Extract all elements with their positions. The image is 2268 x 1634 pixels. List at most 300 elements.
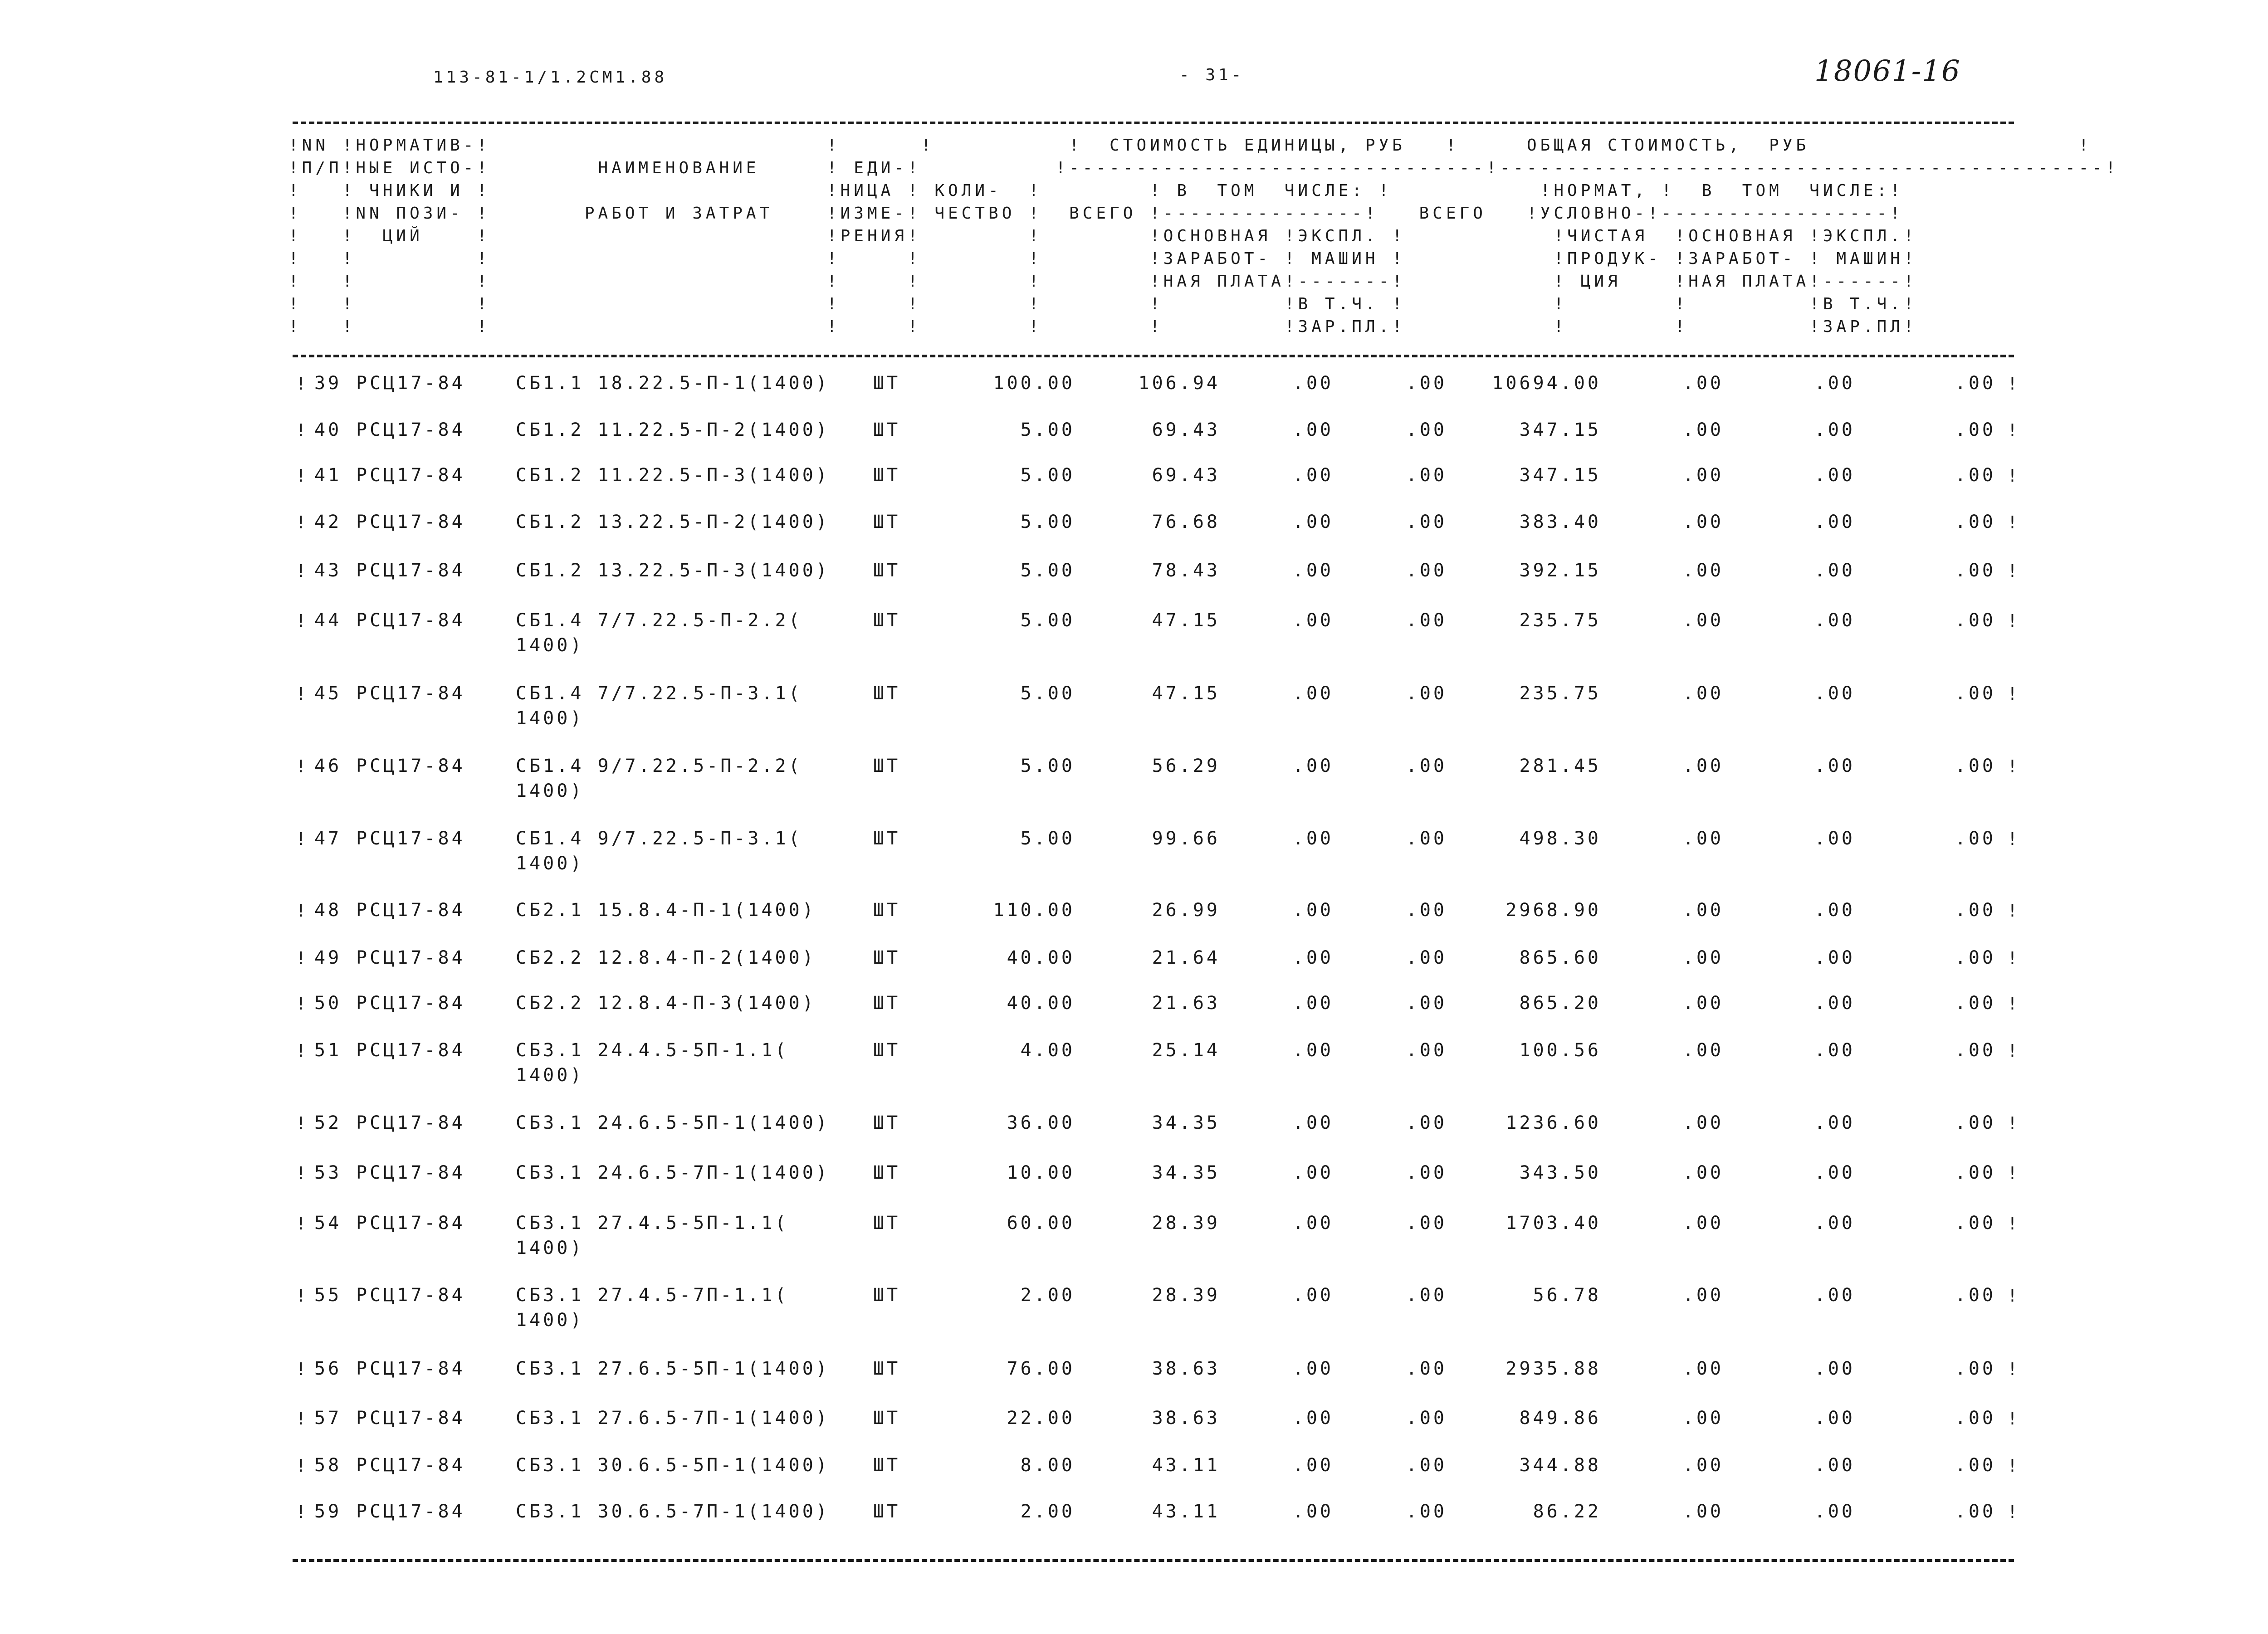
cell-net: .00 xyxy=(1682,1162,1724,1183)
row-border-mark: ! xyxy=(2007,1041,2018,1061)
cell-norm: РСЦ17-84 xyxy=(356,1213,465,1234)
cell-smach: .00 xyxy=(1955,993,1996,1014)
cell-unit: ШТ xyxy=(873,1408,901,1429)
cell-name1: СБ1.2 13.22.5-П-3(1400) xyxy=(516,560,830,581)
cell-mach: .00 xyxy=(1406,993,1447,1014)
cell-norm: РСЦ17-84 xyxy=(356,683,465,704)
cell-total: 28.39 xyxy=(1152,1213,1220,1234)
cell-nn: 50 xyxy=(314,993,342,1014)
row-border-mark: ! xyxy=(296,1286,306,1306)
cell-name1: СБ1.4 9/7.22.5-П-3.1( xyxy=(516,828,802,849)
row-border-mark: ! xyxy=(2007,611,2018,631)
cell-wage: .00 xyxy=(1292,465,1334,486)
row-border-mark: ! xyxy=(296,420,306,440)
cell-smach: .00 xyxy=(1955,947,1996,968)
row-border-mark: ! xyxy=(2007,1286,2018,1306)
row-border-mark: ! xyxy=(296,994,306,1014)
cell-norm: РСЦ17-84 xyxy=(356,900,465,921)
cell-mach: .00 xyxy=(1406,560,1447,581)
cell-qty: 5.00 xyxy=(1020,560,1075,581)
cell-unit: ШТ xyxy=(873,1358,901,1379)
row-border-mark: ! xyxy=(296,512,306,532)
cell-smach: .00 xyxy=(1955,1501,1996,1522)
handwritten-number: 18061-16 xyxy=(1814,54,1961,88)
cell-sum: 392.15 xyxy=(1519,560,1601,581)
cell-unit: ШТ xyxy=(873,512,901,532)
cell-sum: 56.78 xyxy=(1533,1285,1601,1306)
cell-smach: .00 xyxy=(1955,1358,1996,1379)
row-border-mark: ! xyxy=(296,1214,306,1234)
cell-wage: .00 xyxy=(1292,1501,1334,1522)
cell-total: 38.63 xyxy=(1152,1358,1220,1379)
cell-smach: .00 xyxy=(1955,1408,1996,1429)
cell-qty: 100.00 xyxy=(993,373,1075,394)
cell-sum: 343.50 xyxy=(1519,1162,1601,1183)
cell-unit: ШТ xyxy=(873,993,901,1014)
cell-nn: 39 xyxy=(314,373,342,394)
cell-net: .00 xyxy=(1682,1112,1724,1133)
row-border-mark: ! xyxy=(2007,1113,2018,1133)
row-border-mark: ! xyxy=(296,948,306,968)
cell-net: .00 xyxy=(1682,1501,1724,1522)
row-border-mark: ! xyxy=(296,901,306,921)
cell-total: 34.35 xyxy=(1152,1162,1220,1183)
cell-name1: СБ2.2 12.8.4-П-3(1400) xyxy=(516,993,816,1014)
cell-net: .00 xyxy=(1682,1285,1724,1306)
cell-wage: .00 xyxy=(1292,1112,1334,1133)
cell-nn: 42 xyxy=(314,512,342,532)
cell-sum: 10694.00 xyxy=(1492,373,1601,394)
table-top-rule xyxy=(293,122,2014,124)
cell-norm: РСЦ17-84 xyxy=(356,373,465,394)
row-border-mark: ! xyxy=(2007,1359,2018,1379)
cell-qty: 10.00 xyxy=(1007,1162,1075,1183)
cell-qty: 4.00 xyxy=(1020,1040,1075,1061)
cell-wage: .00 xyxy=(1292,1040,1334,1061)
cell-net: .00 xyxy=(1682,419,1724,440)
cell-wage: .00 xyxy=(1292,373,1334,394)
cell-norm: РСЦ17-84 xyxy=(356,1501,465,1522)
cell-mach: .00 xyxy=(1406,683,1447,704)
cell-name1: СБ1.2 11.22.5-П-3(1400) xyxy=(516,465,830,486)
row-border-mark: ! xyxy=(296,1502,306,1522)
cell-swage: .00 xyxy=(1814,1040,1855,1061)
cell-name1: СБ3.1 24.4.5-5П-1.1( xyxy=(516,1040,789,1061)
row-border-mark: ! xyxy=(2007,756,2018,776)
cell-norm: РСЦ17-84 xyxy=(356,1408,465,1429)
cell-name1: СБ3.1 27.6.5-7П-1(1400) xyxy=(516,1408,830,1429)
row-border-mark: ! xyxy=(2007,948,2018,968)
cell-qty: 40.00 xyxy=(1007,993,1075,1014)
cell-sum: 344.88 xyxy=(1519,1455,1601,1476)
cell-name-continued: 1400) xyxy=(516,1238,584,1258)
cell-name1: СБ3.1 24.6.5-5П-1(1400) xyxy=(516,1112,830,1133)
cell-smach: .00 xyxy=(1955,756,1996,776)
cell-total: 38.63 xyxy=(1152,1408,1220,1429)
cell-nn: 49 xyxy=(314,947,342,968)
cell-smach: .00 xyxy=(1955,610,1996,631)
cell-name-continued: 1400) xyxy=(516,780,584,801)
row-border-mark: ! xyxy=(296,684,306,704)
cell-name1: СБ3.1 27.4.5-5П-1.1( xyxy=(516,1213,789,1234)
cell-total: 25.14 xyxy=(1152,1040,1220,1061)
cell-qty: 2.00 xyxy=(1020,1501,1075,1522)
cell-smach: .00 xyxy=(1955,465,1996,486)
cell-wage: .00 xyxy=(1292,1455,1334,1476)
cell-mach: .00 xyxy=(1406,465,1447,486)
cell-net: .00 xyxy=(1682,1040,1724,1061)
row-border-mark: ! xyxy=(296,829,306,849)
cell-qty: 5.00 xyxy=(1020,828,1075,849)
cell-nn: 53 xyxy=(314,1162,342,1183)
cell-name1: СБ2.1 15.8.4-П-1(1400) xyxy=(516,900,816,921)
cell-qty: 110.00 xyxy=(993,900,1075,921)
row-border-mark: ! xyxy=(2007,420,2018,440)
header-line: !П/П!НЫЕ ИСТО-! НАИМЕНОВАНИЕ ! ЕДИ-! !-------------------------------!---------------------------------------------! xyxy=(288,159,2119,177)
cell-wage: .00 xyxy=(1292,419,1334,440)
cell-wage: .00 xyxy=(1292,1162,1334,1183)
cell-nn: 47 xyxy=(314,828,342,849)
row-border-mark: ! xyxy=(2007,512,2018,532)
row-border-mark: ! xyxy=(2007,1214,2018,1234)
cell-swage: .00 xyxy=(1814,1213,1855,1234)
cell-smach: .00 xyxy=(1955,512,1996,532)
cell-qty: 36.00 xyxy=(1007,1112,1075,1133)
cell-mach: .00 xyxy=(1406,1213,1447,1234)
header-line: ! ! ЧНИКИ И ! !НИЦА ! КОЛИ- ! ! В ТОМ ЧИСЛЕ: ! !НОРМАТ, ! В ТОМ ЧИСЛЕ:! xyxy=(288,181,1904,200)
cell-qty: 5.00 xyxy=(1020,610,1075,631)
cell-swage: .00 xyxy=(1814,1455,1855,1476)
cell-smach: .00 xyxy=(1955,373,1996,394)
cell-total: 21.64 xyxy=(1152,947,1220,968)
row-border-mark: ! xyxy=(296,1041,306,1061)
header-bottom-rule xyxy=(293,355,2014,357)
cell-mach: .00 xyxy=(1406,373,1447,394)
cell-mach: .00 xyxy=(1406,1040,1447,1061)
cell-wage: .00 xyxy=(1292,1213,1334,1234)
row-border-mark: ! xyxy=(296,611,306,631)
row-border-mark: ! xyxy=(296,1113,306,1133)
row-border-mark: ! xyxy=(2007,684,2018,704)
cell-qty: 5.00 xyxy=(1020,512,1075,532)
cell-mach: .00 xyxy=(1406,756,1447,776)
row-border-mark: ! xyxy=(296,374,306,394)
cell-wage: .00 xyxy=(1292,1358,1334,1379)
cell-name-continued: 1400) xyxy=(516,708,584,729)
cell-norm: РСЦ17-84 xyxy=(356,419,465,440)
cell-norm: РСЦ17-84 xyxy=(356,610,465,631)
cell-mach: .00 xyxy=(1406,1455,1447,1476)
cell-swage: .00 xyxy=(1814,512,1855,532)
cell-smach: .00 xyxy=(1955,1285,1996,1306)
header-line: ! ! ! ! ! ! !ЗАРАБОТ- ! МАШИН ! !ПРОДУК- !ЗАРАБОТ- ! МАШИН! xyxy=(288,249,1917,268)
cell-norm: РСЦ17-84 xyxy=(356,512,465,532)
cell-total: 43.11 xyxy=(1152,1501,1220,1522)
cell-sum: 1236.60 xyxy=(1505,1112,1601,1133)
cell-total: 106.94 xyxy=(1138,373,1220,394)
cell-total: 21.63 xyxy=(1152,993,1220,1014)
cell-qty: 2.00 xyxy=(1020,1285,1075,1306)
cell-qty: 5.00 xyxy=(1020,683,1075,704)
doc-code: 113-81-1/1.2СМ1.88 xyxy=(433,68,668,87)
cell-mach: .00 xyxy=(1406,419,1447,440)
header-line: !NN !НОРМАТИВ-! ! ! ! СТОИМОСТЬ ЕДИНИЦЫ, РУБ ! ОБЩАЯ СТОИМОСТЬ, РУБ ! xyxy=(288,136,2092,155)
cell-wage: .00 xyxy=(1292,993,1334,1014)
cell-smach: .00 xyxy=(1955,560,1996,581)
cell-smach: .00 xyxy=(1955,1162,1996,1183)
cell-unit: ШТ xyxy=(873,900,901,921)
cell-swage: .00 xyxy=(1814,900,1855,921)
cell-total: 47.15 xyxy=(1152,610,1220,631)
row-border-mark: ! xyxy=(2007,1456,2018,1476)
cell-sum: 100.56 xyxy=(1519,1040,1601,1061)
cell-nn: 45 xyxy=(314,683,342,704)
cell-norm: РСЦ17-84 xyxy=(356,560,465,581)
cell-name1: СБ3.1 27.4.5-7П-1.1( xyxy=(516,1285,789,1306)
cell-smach: .00 xyxy=(1955,1455,1996,1476)
cell-total: 47.15 xyxy=(1152,683,1220,704)
row-border-mark: ! xyxy=(2007,374,2018,394)
cell-swage: .00 xyxy=(1814,1162,1855,1183)
cell-sum: 235.75 xyxy=(1519,683,1601,704)
cell-total: 99.66 xyxy=(1152,828,1220,849)
cell-qty: 5.00 xyxy=(1020,756,1075,776)
cell-sum: 347.15 xyxy=(1519,465,1601,486)
cell-net: .00 xyxy=(1682,1408,1724,1429)
cell-sum: 498.30 xyxy=(1519,828,1601,849)
row-border-mark: ! xyxy=(2007,829,2018,849)
cell-name1: СБ3.1 30.6.5-7П-1(1400) xyxy=(516,1501,830,1522)
cell-norm: РСЦ17-84 xyxy=(356,1112,465,1133)
cell-qty: 40.00 xyxy=(1007,947,1075,968)
cell-mach: .00 xyxy=(1406,947,1447,968)
row-border-mark: ! xyxy=(2007,1409,2018,1429)
header-line: ! ! ! ! ! ! ! !В Т.Ч. ! ! ! !В Т.Ч.! xyxy=(288,295,1917,313)
cell-net: .00 xyxy=(1682,1455,1724,1476)
cell-swage: .00 xyxy=(1814,828,1855,849)
cell-net: .00 xyxy=(1682,610,1724,631)
cell-swage: .00 xyxy=(1814,1112,1855,1133)
cell-sum: 2968.90 xyxy=(1505,900,1601,921)
header-line: ! ! ! ! ! ! ! !ЗАР.ПЛ.! ! ! !ЗАР.ПЛ! xyxy=(288,317,1917,336)
header-line: ! ! ! ! ! ! !НАЯ ПЛАТА!-------! ! ЦИЯ !НАЯ ПЛАТА!------! xyxy=(288,272,1917,291)
cell-unit: ШТ xyxy=(873,560,901,581)
cell-total: 78.43 xyxy=(1152,560,1220,581)
cell-mach: .00 xyxy=(1406,1285,1447,1306)
cell-net: .00 xyxy=(1682,900,1724,921)
cell-total: 69.43 xyxy=(1152,465,1220,486)
row-border-mark: ! xyxy=(296,1409,306,1429)
cell-swage: .00 xyxy=(1814,993,1855,1014)
row-border-mark: ! xyxy=(296,1456,306,1476)
cell-swage: .00 xyxy=(1814,756,1855,776)
cell-unit: ШТ xyxy=(873,465,901,486)
cell-wage: .00 xyxy=(1292,560,1334,581)
cell-net: .00 xyxy=(1682,560,1724,581)
row-border-mark: ! xyxy=(2007,561,2018,581)
cell-nn: 58 xyxy=(314,1455,342,1476)
cell-smach: .00 xyxy=(1955,1112,1996,1133)
cell-qty: 60.00 xyxy=(1007,1213,1075,1234)
cell-total: 76.68 xyxy=(1152,512,1220,532)
cell-unit: ШТ xyxy=(873,1040,901,1061)
cell-mach: .00 xyxy=(1406,1358,1447,1379)
cell-norm: РСЦ17-84 xyxy=(356,993,465,1014)
cell-total: 34.35 xyxy=(1152,1112,1220,1133)
cell-name1: СБ1.1 18.22.5-П-1(1400) xyxy=(516,373,830,394)
cell-name-continued: 1400) xyxy=(516,1310,584,1331)
page-number: - 31- xyxy=(1179,66,1245,84)
cell-name1: СБ1.4 9/7.22.5-П-2.2( xyxy=(516,756,802,776)
cell-norm: РСЦ17-84 xyxy=(356,1162,465,1183)
cell-sum: 2935.88 xyxy=(1505,1358,1601,1379)
cell-qty: 8.00 xyxy=(1020,1455,1075,1476)
cell-norm: РСЦ17-84 xyxy=(356,465,465,486)
header-line: ! ! ЦИЙ ! !РЕНИЯ! ! !ОСНОВНАЯ !ЭКСПЛ. ! !ЧИСТАЯ !ОСНОВНАЯ !ЭКСПЛ.! xyxy=(288,227,1917,245)
cell-wage: .00 xyxy=(1292,610,1334,631)
cell-nn: 57 xyxy=(314,1408,342,1429)
cell-nn: 51 xyxy=(314,1040,342,1061)
cell-norm: РСЦ17-84 xyxy=(356,947,465,968)
cell-nn: 59 xyxy=(314,1501,342,1522)
row-border-mark: ! xyxy=(2007,901,2018,921)
cell-norm: РСЦ17-84 xyxy=(356,1040,465,1061)
cell-unit: ШТ xyxy=(873,1501,901,1522)
cell-nn: 44 xyxy=(314,610,342,631)
cell-swage: .00 xyxy=(1814,373,1855,394)
cell-name1: СБ1.4 7/7.22.5-П-3.1( xyxy=(516,683,802,704)
cell-unit: ШТ xyxy=(873,1112,901,1133)
cell-sum: 383.40 xyxy=(1519,512,1601,532)
cell-wage: .00 xyxy=(1292,947,1334,968)
cell-swage: .00 xyxy=(1814,419,1855,440)
cell-unit: ШТ xyxy=(873,1285,901,1306)
cell-unit: ШТ xyxy=(873,1162,901,1183)
cell-nn: 54 xyxy=(314,1213,342,1234)
cell-mach: .00 xyxy=(1406,900,1447,921)
cell-name1: СБ3.1 30.6.5-5П-1(1400) xyxy=(516,1455,830,1476)
table-bottom-rule xyxy=(293,1559,2014,1562)
cell-nn: 48 xyxy=(314,900,342,921)
cell-net: .00 xyxy=(1682,512,1724,532)
cell-unit: ШТ xyxy=(873,947,901,968)
cell-swage: .00 xyxy=(1814,1358,1855,1379)
cell-norm: РСЦ17-84 xyxy=(356,756,465,776)
cell-nn: 46 xyxy=(314,756,342,776)
cell-smach: .00 xyxy=(1955,1213,1996,1234)
cell-total: 56.29 xyxy=(1152,756,1220,776)
cell-sum: 347.15 xyxy=(1519,419,1601,440)
cell-qty: 5.00 xyxy=(1020,419,1075,440)
cell-sum: 281.45 xyxy=(1519,756,1601,776)
cell-smach: .00 xyxy=(1955,419,1996,440)
cell-smach: .00 xyxy=(1955,828,1996,849)
row-border-mark: ! xyxy=(296,756,306,776)
cell-name1: СБ3.1 24.6.5-7П-1(1400) xyxy=(516,1162,830,1183)
header-line: ! !NN ПОЗИ- ! РАБОТ И ЗАТРАТ !ИЗМЕ-! ЧЕСТВО ! ВСЕГО !---------------! ВСЕГО !УСЛОВНО-!-----------------! xyxy=(288,204,1904,223)
cell-unit: ШТ xyxy=(873,419,901,440)
cell-sum: 1703.40 xyxy=(1505,1213,1601,1234)
cell-swage: .00 xyxy=(1814,560,1855,581)
cell-name1: СБ1.2 13.22.5-П-2(1400) xyxy=(516,512,830,532)
cell-net: .00 xyxy=(1682,683,1724,704)
cell-wage: .00 xyxy=(1292,756,1334,776)
cell-mach: .00 xyxy=(1406,828,1447,849)
cell-total: 28.39 xyxy=(1152,1285,1220,1306)
cell-net: .00 xyxy=(1682,465,1724,486)
cell-norm: РСЦ17-84 xyxy=(356,1285,465,1306)
cell-qty: 5.00 xyxy=(1020,465,1075,486)
cell-mach: .00 xyxy=(1406,1408,1447,1429)
cell-name-continued: 1400) xyxy=(516,1065,584,1086)
cell-qty: 22.00 xyxy=(1007,1408,1075,1429)
cell-total: 26.99 xyxy=(1152,900,1220,921)
row-border-mark: ! xyxy=(296,561,306,581)
cell-swage: .00 xyxy=(1814,1501,1855,1522)
cell-unit: ШТ xyxy=(873,828,901,849)
cell-name-continued: 1400) xyxy=(516,853,584,874)
cell-unit: ШТ xyxy=(873,610,901,631)
cell-nn: 55 xyxy=(314,1285,342,1306)
cell-mach: .00 xyxy=(1406,1162,1447,1183)
cell-nn: 43 xyxy=(314,560,342,581)
cell-net: .00 xyxy=(1682,1213,1724,1234)
cell-wage: .00 xyxy=(1292,828,1334,849)
cell-sum: 865.60 xyxy=(1519,947,1601,968)
cell-swage: .00 xyxy=(1814,947,1855,968)
cell-mach: .00 xyxy=(1406,512,1447,532)
cell-unit: ШТ xyxy=(873,756,901,776)
cell-sum: 86.22 xyxy=(1533,1501,1601,1522)
row-border-mark: ! xyxy=(296,466,306,486)
cell-sum: 849.86 xyxy=(1519,1408,1601,1429)
cell-nn: 40 xyxy=(314,419,342,440)
cell-wage: .00 xyxy=(1292,683,1334,704)
cell-unit: ШТ xyxy=(873,373,901,394)
cell-norm: РСЦ17-84 xyxy=(356,1358,465,1379)
cell-net: .00 xyxy=(1682,373,1724,394)
cell-net: .00 xyxy=(1682,947,1724,968)
row-border-mark: ! xyxy=(2007,994,2018,1014)
cell-unit: ШТ xyxy=(873,1213,901,1234)
cell-name1: СБ1.4 7/7.22.5-П-2.2( xyxy=(516,610,802,631)
cell-swage: .00 xyxy=(1814,465,1855,486)
cell-name1: СБ1.2 11.22.5-П-2(1400) xyxy=(516,419,830,440)
cell-smach: .00 xyxy=(1955,1040,1996,1061)
cell-unit: ШТ xyxy=(873,683,901,704)
cell-net: .00 xyxy=(1682,993,1724,1014)
cell-name-continued: 1400) xyxy=(516,635,584,656)
cell-norm: РСЦ17-84 xyxy=(356,1455,465,1476)
cell-swage: .00 xyxy=(1814,1408,1855,1429)
cell-mach: .00 xyxy=(1406,1501,1447,1522)
row-border-mark: ! xyxy=(2007,466,2018,486)
cell-name1: СБ3.1 27.6.5-5П-1(1400) xyxy=(516,1358,830,1379)
cell-swage: .00 xyxy=(1814,610,1855,631)
cell-wage: .00 xyxy=(1292,512,1334,532)
cell-sum: 865.20 xyxy=(1519,993,1601,1014)
cell-net: .00 xyxy=(1682,756,1724,776)
cell-swage: .00 xyxy=(1814,1285,1855,1306)
cell-wage: .00 xyxy=(1292,900,1334,921)
cell-net: .00 xyxy=(1682,828,1724,849)
cell-unit: ШТ xyxy=(873,1455,901,1476)
cell-swage: .00 xyxy=(1814,683,1855,704)
cell-nn: 41 xyxy=(314,465,342,486)
cell-nn: 56 xyxy=(314,1358,342,1379)
cell-smach: .00 xyxy=(1955,683,1996,704)
cell-nn: 52 xyxy=(314,1112,342,1133)
